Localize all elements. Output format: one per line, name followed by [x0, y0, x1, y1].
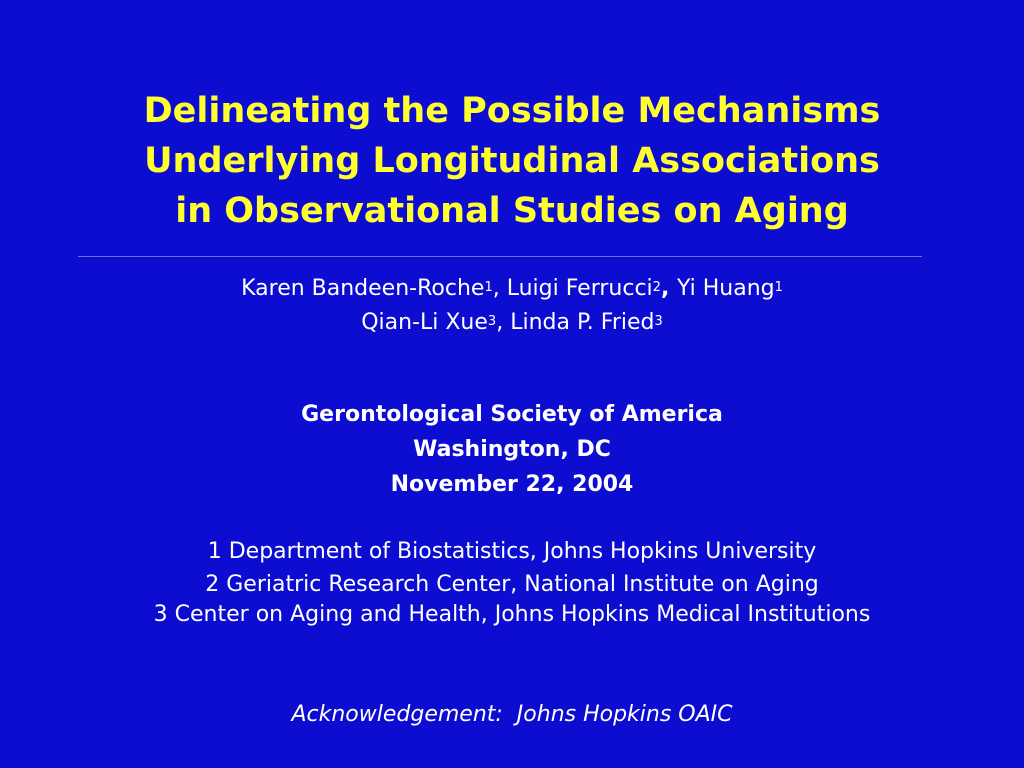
author-name: Linda P. Fried [510, 310, 655, 335]
venue-society: Gerontological Society of America [301, 402, 723, 427]
title-line-3: in Observational Studies on Aging [175, 191, 849, 231]
author-name: Qian-Li Xue [361, 310, 488, 335]
title-divider [78, 256, 922, 257]
author-affiliation-mark: 2 [652, 280, 661, 295]
author-name: Karen Bandeen-Roche [241, 276, 485, 301]
author-separator: , [660, 276, 677, 301]
author-separator: , [496, 310, 511, 335]
author-line-2 [60, 306, 964, 340]
author-list [60, 272, 964, 340]
author-name: Yi Huang [676, 276, 775, 301]
author-affiliation-mark: 1 [484, 280, 493, 295]
author-line-1 [60, 272, 964, 306]
affiliation-item: 2 Geriatric Research Center, National Institute on Aging [205, 572, 819, 597]
author-affiliation-mark: 3 [654, 314, 663, 329]
venue-location: Washington, DC [413, 437, 611, 462]
author-separator: , [492, 276, 507, 301]
slide-title [60, 86, 964, 236]
venue-block [60, 397, 964, 502]
author-affiliation-mark: 3 [487, 314, 497, 329]
venue-date: November 22, 2004 [390, 472, 634, 497]
title-line-2: Underlying Longitudinal Associations [144, 141, 880, 181]
acknowledgement: Acknowledgement: Johns Hopkins OAIC [291, 702, 733, 727]
author-affiliation-mark: 1 [774, 280, 783, 295]
affiliation-item: 1 Department of Biostatistics, Johns Hopkins University [207, 539, 817, 564]
title-line-1: Delineating the Possible Mechanisms [143, 91, 881, 131]
affiliation-item: 3 Center on Aging and Health, Johns Hopkins Medical Institutions [153, 602, 871, 627]
author-name: Luigi Ferrucci [506, 276, 653, 301]
affiliation-list [60, 535, 964, 628]
